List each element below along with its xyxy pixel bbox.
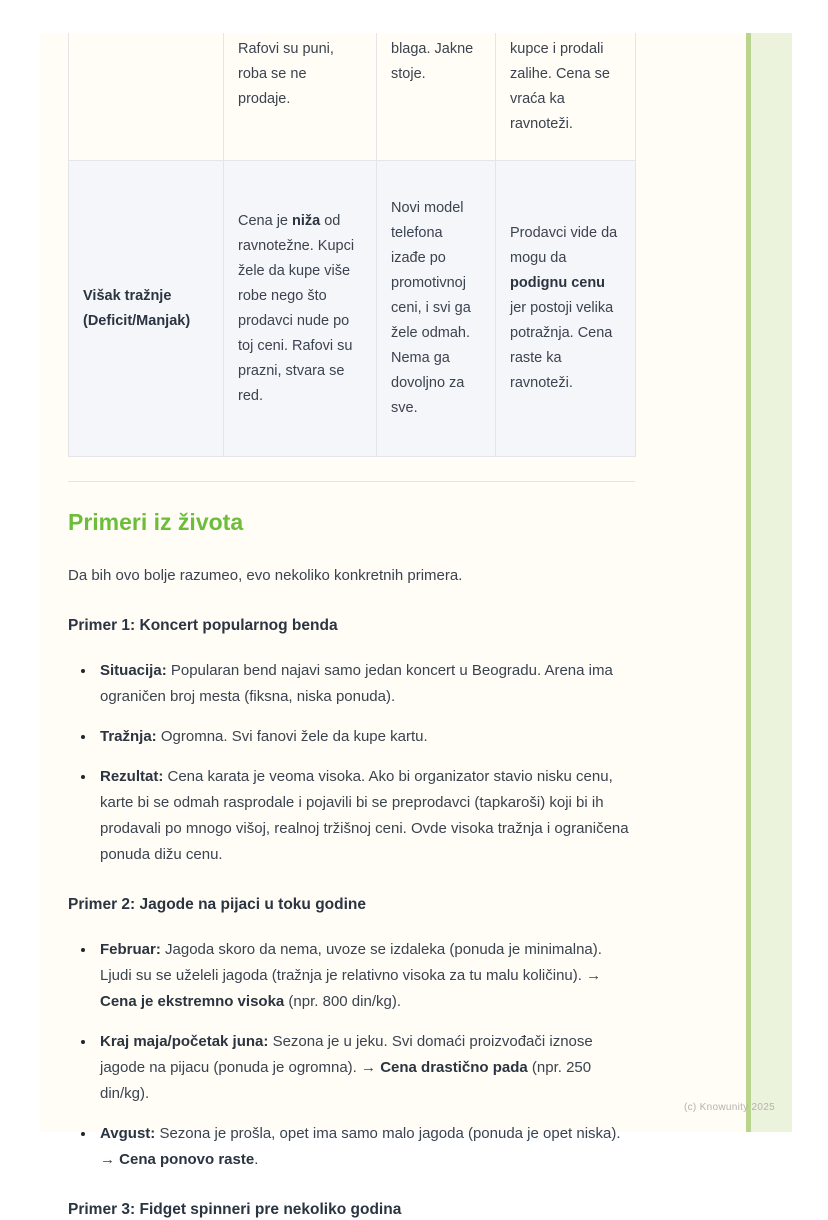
table-cell	[377, 161, 496, 457]
bold-text: Cena ponovo raste	[119, 1151, 255, 1168]
text-run: Popularan bend najavi samo jedan koncert u Beogradu. Arena ima ograničen broj mesta (fiksna, niska ponuda).	[100, 662, 613, 705]
text-run: (npr. 800 din/kg).	[284, 993, 401, 1010]
comparison-table	[68, 33, 636, 457]
watermark: (c) Knowunity 2025	[684, 1102, 776, 1113]
example-block	[68, 615, 635, 868]
text-run: Jagoda skoro da nema, uvoze se izdaleka (ponuda je minimalna). Ljudi su se uželeli jagoda (tražnja je relativno visoka za tu malu količinu). →	[100, 941, 602, 984]
examples-container	[68, 615, 635, 1220]
bullet-list	[68, 936, 635, 1173]
example-title: Primer 2: Jagode na pijaci u toku godine	[68, 896, 367, 913]
text-run: Rafovi su puni, roba se ne prodaje.	[238, 41, 334, 107]
table-cell	[224, 161, 377, 457]
page-content	[68, 33, 635, 1220]
bullet-item	[96, 1028, 635, 1107]
table-cell	[224, 33, 377, 161]
example-block	[68, 1199, 635, 1220]
text-run: Cena karata je veoma visoka. Ako bi organizator stavio nisku cenu, karte bi se odmah rasprodale i pojavili bi se preprodavci (tapkaroši) koji bi ih prodavali po mnogo višoj, realnoj tržišnoj ceni. Ovde visoka tražnja i ograničena ponuda dižu cenu.	[100, 768, 629, 863]
section-divider	[68, 481, 635, 482]
bold-text: Višak tražnje (Deficit/Manjak)	[83, 287, 191, 329]
bullet-item	[96, 723, 635, 750]
text-run: Sezona je prošla, opet ima samo malo jagoda (ponuda je opet niska). →	[100, 1125, 621, 1168]
bullet-item	[96, 657, 635, 710]
text-run: Novi model telefona izađe po promotivnoj ceni, i svi ga žele odmah. Nema ga dovoljno za sve.	[391, 200, 471, 416]
bold-text: podignu cenu	[510, 275, 606, 291]
bullet-list	[68, 657, 635, 868]
bold-text: niža	[292, 212, 321, 229]
intro-paragraph: Da bih ovo bolje razumeo, evo nekoliko konkretnih primera.	[68, 567, 463, 584]
bold-text: Rezultat:	[100, 768, 164, 785]
table-row	[69, 161, 636, 457]
table-cell	[496, 33, 636, 161]
document-page	[40, 33, 790, 1218]
bold-text: Kraj maja/početak juna:	[100, 1033, 269, 1050]
text-run: (npr. 250 din/kg).	[100, 1059, 592, 1102]
text-run: kupce i prodali zalihe. Cena se vraća ka ravnoteži.	[510, 41, 610, 132]
text-run: Cena je	[238, 212, 293, 229]
bullet-item	[96, 936, 635, 1015]
example-title: Primer 1: Koncert popularnog benda	[68, 617, 338, 634]
text-run: Prodavci vide da mogu da	[510, 225, 618, 266]
example-title: Primer 3: Fidget spinneri pre nekoliko godina	[68, 1201, 402, 1218]
section-heading: Primeri iz života	[68, 509, 244, 535]
table-cell	[69, 161, 224, 457]
bold-text: Cena drastično pada	[380, 1059, 528, 1076]
bold-text: Situacija:	[100, 662, 167, 679]
accent-stripe-panel	[751, 33, 792, 1132]
bold-text: Tražnja:	[100, 728, 157, 745]
example-block	[68, 894, 635, 1173]
text-run: .	[254, 1151, 259, 1168]
table-row	[69, 33, 636, 161]
bold-text: Februar:	[100, 941, 161, 958]
table-cell	[69, 33, 224, 161]
bullet-item	[96, 1120, 635, 1173]
bullet-item	[96, 763, 635, 868]
comparison-table-body	[69, 33, 636, 457]
bold-text: Avgust:	[100, 1125, 156, 1142]
table-cell	[377, 33, 496, 161]
table-cell	[496, 161, 636, 457]
text-run: Sezona je u jeku. Svi domaći proizvođači iznose jagode na pijacu (ponuda je ogromna). →	[100, 1033, 593, 1076]
text-run: jer postoji velika potražnja. Cena raste ka ravnoteži.	[510, 300, 614, 391]
text-run: blaga. Jakne stoje.	[391, 41, 474, 82]
bold-text: Cena je ekstremno visoka	[100, 993, 285, 1010]
text-run: Ogromna. Svi fanovi žele da kupe kartu.	[156, 728, 428, 745]
text-run: od ravnotežne. Kupci žele da kupe više robe nego što prodavci nude po toj ceni. Rafovi su prazni, stvara se red.	[238, 212, 355, 404]
